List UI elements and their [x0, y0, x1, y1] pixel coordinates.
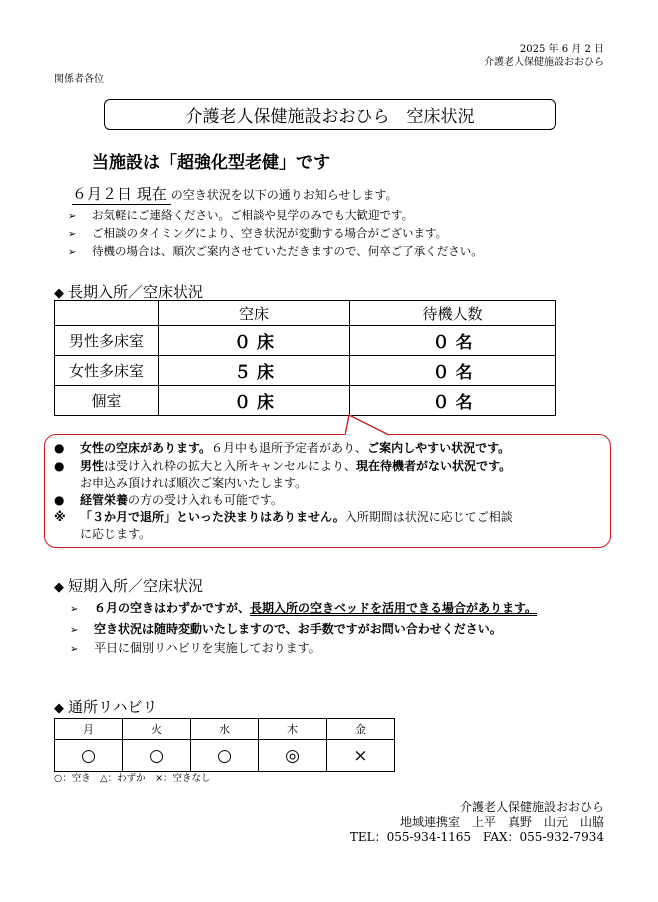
list-item	[68, 243, 483, 259]
list-item	[68, 207, 413, 223]
diamond-icon: ◆	[54, 286, 64, 301]
list-item: ➢ ６月の空きはわずかですが、長期入所の空きベッドを活用できる場合があります。	[70, 601, 538, 615]
diamond-icon: ◆	[54, 701, 64, 716]
rehab-legend: ○：空き △：わずか ×：空きなし	[54, 773, 211, 784]
table-header-blank	[55, 301, 159, 326]
day-header: 月	[55, 719, 123, 740]
callout-pointer	[345, 414, 391, 436]
addressee: 関係者各位	[54, 74, 104, 85]
intro-text: の空き状況を以下の通りお知らせします。	[170, 188, 398, 202]
waiting-cell: ０ 名	[350, 386, 556, 416]
waiting-cell: ０ 名	[350, 326, 556, 356]
day-status: ×	[327, 740, 395, 772]
col-waiting-header: 待機人数	[350, 301, 556, 326]
day-status: ◎	[259, 740, 327, 772]
note-line-4: ※ 「３か月で退所」といった決まりはありません。入所期間は状況に応じてご相談	[54, 510, 513, 524]
page-title	[104, 99, 556, 130]
arrow-bullet-icon: ➢	[68, 229, 77, 240]
day-header: 金	[327, 719, 395, 740]
document-date: 2025 年 6 月 2 日	[519, 44, 604, 55]
day-status: ○	[123, 740, 191, 772]
row-label: 個室	[55, 386, 159, 416]
vacancy-cell: ０ 床	[159, 326, 350, 356]
footer-contact: TEL：055-934-1165 FAX：055-932-7934	[349, 830, 604, 844]
arrow-bullet-icon: ➢	[70, 644, 79, 655]
facility-name-top: 介護老人保健施設おおひら	[484, 57, 604, 68]
bullet-icon: ●	[54, 493, 65, 507]
arrow-bullet-icon: ➢	[68, 247, 77, 258]
day-status: ○	[191, 740, 259, 772]
vacancy-cell: ０ 床	[159, 386, 350, 416]
table-row	[55, 386, 556, 416]
arrow-bullet-icon: ➢	[70, 625, 79, 636]
note-line-2-cont: お申込み頂ければ順次ご案内いたします。	[80, 476, 308, 490]
bullet-text: 待機の場合は、順次ご案内させていただきますので、何卒ご了承ください。	[92, 244, 483, 258]
bullet-icon: ●	[54, 441, 65, 455]
note-line-4-cont: に応じます。	[80, 527, 152, 541]
note-mark: ※	[54, 510, 66, 524]
bullet-text: お気軽にご連絡ください。ご相談や見学のみでも大歓迎です。	[92, 208, 414, 222]
rehab-heading: ◆ 通所リハビリ	[54, 698, 158, 716]
row-label: 男性多床室	[55, 326, 159, 356]
note-line-1: ● 女性の空床があります。６月中も退所予定者があり、ご案内しやすい状況です。	[54, 441, 511, 455]
footer-staff: 地域連携室 上平 真野 山元 山脇	[399, 815, 604, 829]
table-row	[55, 740, 395, 772]
subtitle: 当施設は「超強化型老健」です	[92, 153, 330, 173]
note-line-2: ● 男性は受け入れ枠の拡大と入所キャンセルにより、現在待機者がない状況です。	[54, 459, 512, 473]
long-term-table	[54, 300, 556, 416]
rehab-table	[54, 718, 395, 772]
arrow-bullet-icon: ➢	[70, 604, 79, 615]
table-row	[55, 356, 556, 386]
day-status: ○	[55, 740, 123, 772]
intro-date: ６月２日 現在	[72, 183, 171, 205]
row-label: 女性多床室	[55, 356, 159, 386]
page-title-text: 介護老人保健施設おおひら 空床状況	[185, 107, 475, 127]
day-header: 火	[123, 719, 191, 740]
list-item	[68, 225, 447, 241]
note-line-3: ● 経管栄養の方の受け入れも可能です。	[54, 493, 284, 507]
waiting-cell: ０ 名	[350, 356, 556, 386]
list-item: ➢ 空き状況は随時変動いたしますので、お手数ですがお問い合わせください。	[70, 622, 502, 636]
footer-facility: 介護老人保健施設おおひら	[459, 800, 604, 814]
day-header: 水	[191, 719, 259, 740]
table-row	[55, 326, 556, 356]
col-vacancy-header: 空床	[159, 301, 350, 326]
arrow-bullet-icon: ➢	[68, 211, 77, 222]
short-term-heading: ◆ 短期入所／空床状況	[54, 577, 204, 595]
bullet-text: ご相談のタイミングにより、空き状況が変動する場合がございます。	[92, 226, 448, 240]
long-term-heading: ◆ 長期入所／空床状況	[54, 283, 204, 301]
vacancy-cell: ５ 床	[159, 356, 350, 386]
bullet-icon: ●	[54, 459, 65, 473]
list-item: ➢ 平日に個別リハビリを実施しております。	[70, 641, 321, 655]
intro-line	[72, 183, 397, 205]
diamond-icon: ◆	[54, 580, 64, 595]
table-header-row	[55, 719, 395, 740]
day-header: 木	[259, 719, 327, 740]
table-header-row	[55, 301, 556, 326]
